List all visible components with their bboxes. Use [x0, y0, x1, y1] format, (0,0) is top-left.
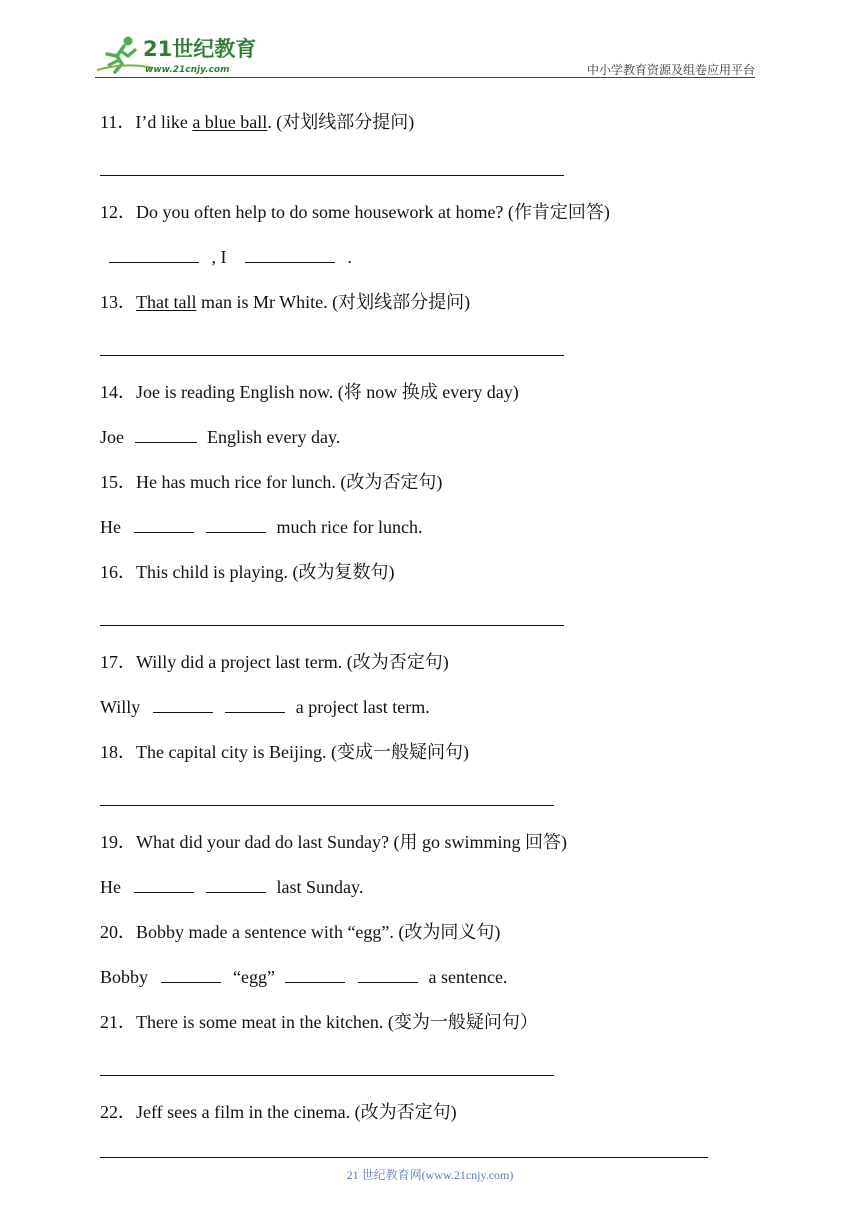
blank[interactable]: [225, 696, 285, 713]
answer-line-21[interactable]: [100, 1075, 554, 1076]
underlined-phrase: That tall: [136, 292, 197, 312]
answer-12: , I .: [109, 246, 352, 268]
answer-line-18[interactable]: [100, 805, 554, 806]
blank[interactable]: [134, 516, 194, 533]
question-12: 12．Do you often help to do some housework at home? (作肯定回答): [100, 202, 610, 222]
answer-14: Joe English every day.: [100, 427, 341, 447]
underlined-phrase: a blue ball: [192, 112, 268, 132]
blank[interactable]: [358, 966, 418, 983]
blank[interactable]: [285, 966, 345, 983]
question-21: 21．There is some meat in the kitchen. (变为一般疑问句）: [100, 1012, 538, 1032]
blank[interactable]: [135, 426, 197, 443]
question-16: 16．This child is playing. (改为复数句): [100, 562, 395, 582]
question-17: 17．Willy did a project last term. (改为否定句): [100, 652, 449, 672]
logo-text: 21世纪教育: [143, 37, 257, 61]
answer-15: He much rice for lunch.: [100, 517, 423, 537]
footer-rule: [100, 1157, 708, 1158]
question-13: 13．That tall man is Mr White. (对划线部分提问): [100, 292, 471, 312]
blank[interactable]: [206, 876, 266, 893]
answer-line-13[interactable]: [100, 355, 564, 356]
question-14: 14．Joe is reading English now. (将 now 换成 every day): [100, 382, 519, 402]
logo-url: www.21cnjy.com: [145, 65, 230, 75]
question-18: 18．The capital city is Beijing. (变成一般疑问句): [100, 742, 469, 762]
blank[interactable]: [245, 246, 335, 263]
answer-20: Bobby “egg” a sentence.: [100, 967, 508, 987]
question-19: 19．What did your dad do last Sunday? (用 go swimming 回答): [100, 832, 567, 852]
answer-19: He last Sunday.: [100, 877, 364, 897]
header-platform-text: 中小学教育资源及组卷应用平台: [586, 63, 755, 77]
question-20: 20．Bobby made a sentence with “egg”. (改为同义句): [100, 922, 501, 942]
blank[interactable]: [153, 696, 213, 713]
page-header: [95, 34, 755, 80]
answer-line-16[interactable]: [100, 625, 564, 626]
blank[interactable]: [134, 876, 194, 893]
question-22: 22．Jeff sees a film in the cinema. (改为否定句): [100, 1102, 457, 1122]
header-rule: [95, 77, 755, 78]
answer-17: Willy a project last term.: [100, 697, 430, 717]
question-11: 11．I’d like a blue ball. (对划线部分提问): [100, 112, 415, 132]
page-footer: 21 世纪教育网(www.21cnjy.com): [346, 1168, 514, 1182]
question-15: 15．He has much rice for lunch. (改为否定句): [100, 472, 443, 492]
logo: [95, 34, 265, 76]
answer-line-11[interactable]: [100, 175, 564, 176]
blank[interactable]: [161, 966, 221, 983]
blank[interactable]: [206, 516, 266, 533]
blank[interactable]: [109, 246, 199, 263]
